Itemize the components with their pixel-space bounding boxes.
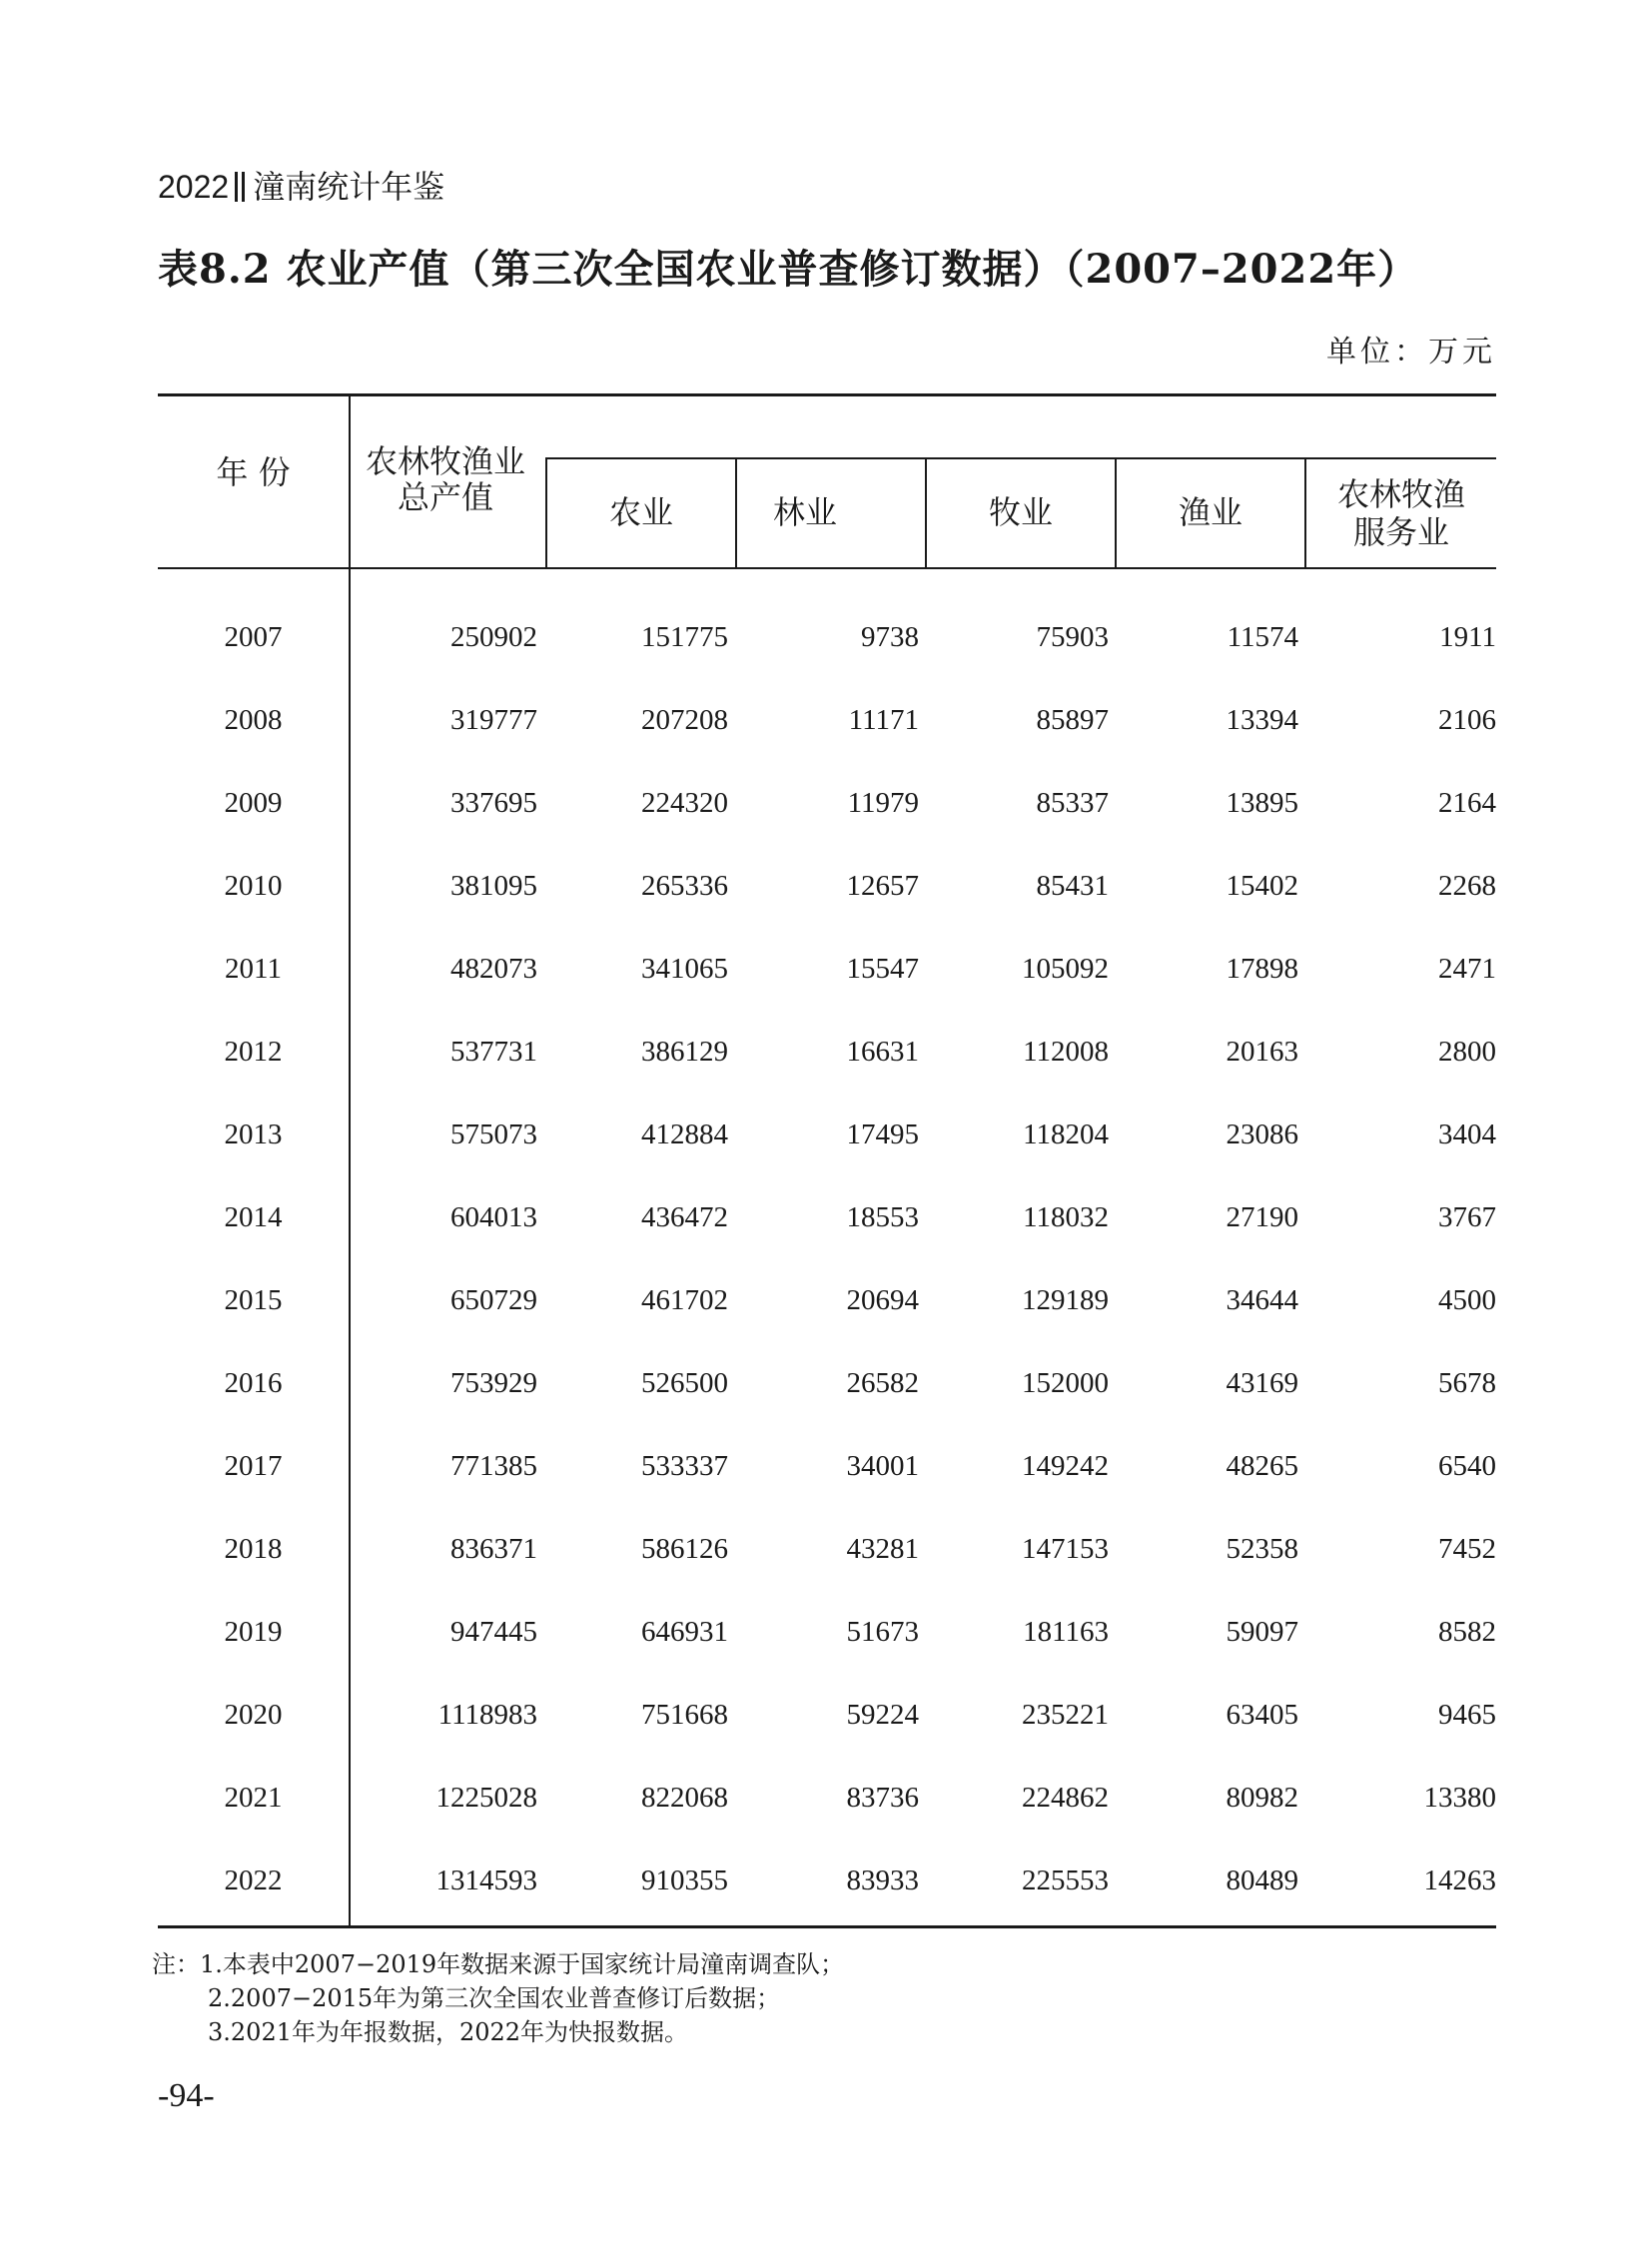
note-line: 2.2007−2015年为第三次全国农业普查修订后数据； [208, 1984, 781, 2012]
cell-total: 1314593 [435, 1865, 537, 1896]
cell-animal: 224862 [1022, 1782, 1109, 1814]
cell-fishery: 20163 [1226, 1036, 1298, 1068]
header-sub-rule [545, 457, 1496, 459]
cell-forestry: 83933 [846, 1865, 919, 1896]
cell-total: 604013 [450, 1201, 537, 1233]
cell-animal: 85897 [1036, 704, 1109, 736]
running-header [158, 162, 444, 208]
cell-fishery: 11574 [1227, 621, 1298, 653]
cell-animal: 85431 [1036, 870, 1109, 902]
cell-animal: 225553 [1022, 1865, 1109, 1896]
cell-total: 650729 [450, 1284, 537, 1316]
cell-forestry: 12657 [846, 870, 919, 902]
note-line: 注：1.本表中2007−2019年数据来源于国家统计局潼南调查队； [152, 1950, 845, 1978]
cell-service: 14263 [1423, 1865, 1496, 1896]
cell-animal: 118204 [1023, 1119, 1109, 1150]
cell-service: 4500 [1438, 1284, 1496, 1316]
cell-fishery: 23086 [1226, 1119, 1298, 1150]
table-row [158, 1616, 1496, 1699]
cell-year: 2014 [224, 1201, 283, 1233]
col-header-year: 年 份 [216, 453, 291, 491]
unit-label: 单位：万元 [1326, 335, 1496, 370]
cell-fishery: 48265 [1226, 1450, 1298, 1482]
cell-total: 753929 [450, 1367, 537, 1399]
cell-fishery: 34644 [1226, 1284, 1298, 1316]
cell-animal: 105092 [1022, 953, 1109, 985]
note-line: 3.2021年为年报数据，2022年为快报数据。 [208, 2018, 689, 2046]
cell-animal: 147153 [1022, 1533, 1109, 1565]
cell-forestry: 16631 [846, 1036, 919, 1068]
cell-forestry: 11979 [847, 787, 919, 819]
cell-forestry: 26582 [846, 1367, 919, 1399]
page-number: -94- [158, 2077, 215, 2114]
cell-agriculture: 586126 [641, 1533, 728, 1565]
cell-service: 3767 [1438, 1201, 1496, 1233]
table-row [158, 1782, 1496, 1865]
cell-forestry: 59224 [846, 1699, 919, 1731]
col-header-total-line1: 农林牧渔业 [365, 442, 525, 480]
cell-service: 3404 [1438, 1119, 1496, 1150]
cell-animal: 118032 [1023, 1201, 1109, 1233]
cell-year: 2016 [224, 1367, 283, 1399]
cell-animal: 85337 [1036, 787, 1109, 819]
col-header-agriculture: 农业 [608, 493, 673, 531]
cell-animal: 75903 [1036, 621, 1109, 653]
table-row [158, 1450, 1496, 1533]
cell-agriculture: 533337 [641, 1450, 728, 1482]
cell-forestry: 18553 [846, 1201, 919, 1233]
cell-total: 381095 [450, 870, 537, 902]
cell-total: 337695 [450, 787, 537, 819]
cell-total: 836371 [450, 1533, 537, 1565]
cell-year: 2015 [224, 1284, 283, 1316]
cell-year: 2009 [224, 787, 283, 819]
cell-fishery: 52358 [1226, 1533, 1298, 1565]
cell-agriculture: 412884 [641, 1119, 728, 1150]
col-header-service-line1: 农林牧渔 [1336, 475, 1465, 513]
cell-service: 1911 [1439, 621, 1496, 653]
cell-total: 482073 [450, 953, 537, 985]
cell-forestry: 34001 [846, 1450, 919, 1482]
cell-service: 9465 [1438, 1699, 1496, 1731]
cell-total: 575073 [450, 1119, 537, 1150]
cell-fishery: 13895 [1226, 787, 1298, 819]
cell-agriculture: 822068 [641, 1782, 728, 1814]
cell-year: 2012 [224, 1036, 283, 1068]
table-row [158, 870, 1496, 953]
cell-fishery: 13394 [1226, 704, 1298, 736]
cell-agriculture: 436472 [641, 1201, 728, 1233]
col-header-animal: 牧业 [988, 493, 1053, 531]
table-row [158, 621, 1496, 704]
table-row [158, 953, 1496, 1036]
cell-animal: 112008 [1023, 1036, 1109, 1068]
cell-year: 2007 [224, 621, 283, 653]
cell-forestry: 20694 [846, 1284, 919, 1316]
cell-agriculture: 910355 [641, 1865, 728, 1896]
header-divider [235, 172, 238, 202]
cell-year: 2020 [224, 1699, 283, 1731]
cell-forestry: 15547 [846, 953, 919, 985]
header-year: 2022 [158, 169, 230, 205]
cell-year: 2018 [224, 1533, 283, 1565]
table-top-rule [158, 393, 1496, 396]
cell-animal: 181163 [1023, 1616, 1109, 1648]
table-row [158, 1865, 1496, 1947]
cell-forestry: 17495 [846, 1119, 919, 1150]
cell-service: 2164 [1438, 787, 1496, 819]
cell-service: 2471 [1438, 953, 1496, 985]
table-row [158, 1284, 1496, 1367]
table-row [158, 1119, 1496, 1201]
cell-animal: 129189 [1022, 1284, 1109, 1316]
cell-total: 947445 [450, 1616, 537, 1648]
cell-service: 6540 [1438, 1450, 1496, 1482]
cell-forestry: 9738 [861, 621, 919, 653]
cell-fishery: 63405 [1226, 1699, 1298, 1731]
cell-service: 8582 [1438, 1616, 1496, 1648]
table-body [158, 621, 1496, 1947]
cell-fishery: 27190 [1226, 1201, 1298, 1233]
cell-agriculture: 341065 [641, 953, 728, 985]
cell-fishery: 17898 [1226, 953, 1298, 985]
cell-total: 1118983 [437, 1699, 537, 1731]
cell-fishery: 80982 [1226, 1782, 1298, 1814]
table-row [158, 1036, 1496, 1119]
cell-forestry: 11171 [848, 704, 919, 736]
table-row [158, 704, 1496, 787]
cell-total: 250902 [450, 621, 537, 653]
cell-forestry: 51673 [846, 1616, 919, 1648]
cell-animal: 149242 [1022, 1450, 1109, 1482]
col-header-total-line2: 总产值 [397, 478, 493, 516]
cell-agriculture: 207208 [641, 704, 728, 736]
cell-agriculture: 646931 [641, 1616, 728, 1648]
cell-agriculture: 224320 [641, 787, 728, 819]
col-header-service [1306, 475, 1496, 551]
cell-total: 319777 [450, 704, 537, 736]
cell-fishery: 59097 [1226, 1616, 1298, 1648]
cell-agriculture: 386129 [641, 1036, 728, 1068]
cell-year: 2017 [224, 1450, 283, 1482]
cell-fishery: 43169 [1226, 1367, 1298, 1399]
table-row [158, 1367, 1496, 1450]
cell-year: 2011 [225, 953, 282, 985]
cell-service: 5678 [1438, 1367, 1496, 1399]
cell-service: 2800 [1438, 1036, 1496, 1068]
cell-service: 13380 [1423, 1782, 1496, 1814]
cell-agriculture: 265336 [641, 870, 728, 902]
cell-fishery: 15402 [1226, 870, 1298, 902]
cell-year: 2008 [224, 704, 283, 736]
table-row [158, 1201, 1496, 1284]
cell-year: 2010 [224, 870, 283, 902]
table-notes [152, 1947, 844, 2049]
cell-total: 771385 [450, 1450, 537, 1482]
cell-service: 2106 [1438, 704, 1496, 736]
cell-forestry: 83736 [846, 1782, 919, 1814]
col-header-forestry: 林业 [773, 493, 838, 531]
header-book-title: 潼南统计年鉴 [253, 169, 445, 205]
cell-animal: 235221 [1022, 1699, 1109, 1731]
cell-agriculture: 526500 [641, 1367, 728, 1399]
header-bottom-rule [158, 567, 1496, 569]
cell-year: 2013 [224, 1119, 283, 1150]
cell-fishery: 80489 [1226, 1865, 1298, 1896]
table-title: 表8.2 农业产值（第三次全国农业普查修订数据）（2007–2022年） [158, 246, 1419, 293]
cell-agriculture: 151775 [641, 621, 728, 653]
cell-service: 7452 [1438, 1533, 1496, 1565]
cell-year: 2022 [224, 1865, 283, 1896]
cell-service: 2268 [1438, 870, 1496, 902]
table-bottom-rule [158, 1925, 1496, 1928]
col-header-service-line2: 服务业 [1352, 513, 1449, 551]
table-row [158, 1699, 1496, 1782]
header-divider [242, 172, 245, 202]
cell-agriculture: 751668 [641, 1699, 728, 1731]
cell-agriculture: 461702 [641, 1284, 728, 1316]
col-header-fishery: 渔业 [1178, 493, 1242, 531]
table-row [158, 787, 1496, 870]
cell-total: 537731 [450, 1036, 537, 1068]
cell-animal: 152000 [1022, 1367, 1109, 1399]
cell-forestry: 43281 [846, 1533, 919, 1565]
table-row [158, 1533, 1496, 1616]
cell-year: 2021 [224, 1782, 283, 1814]
cell-year: 2019 [224, 1616, 283, 1648]
cell-total: 1225028 [435, 1782, 537, 1814]
col-header-total [354, 443, 537, 515]
